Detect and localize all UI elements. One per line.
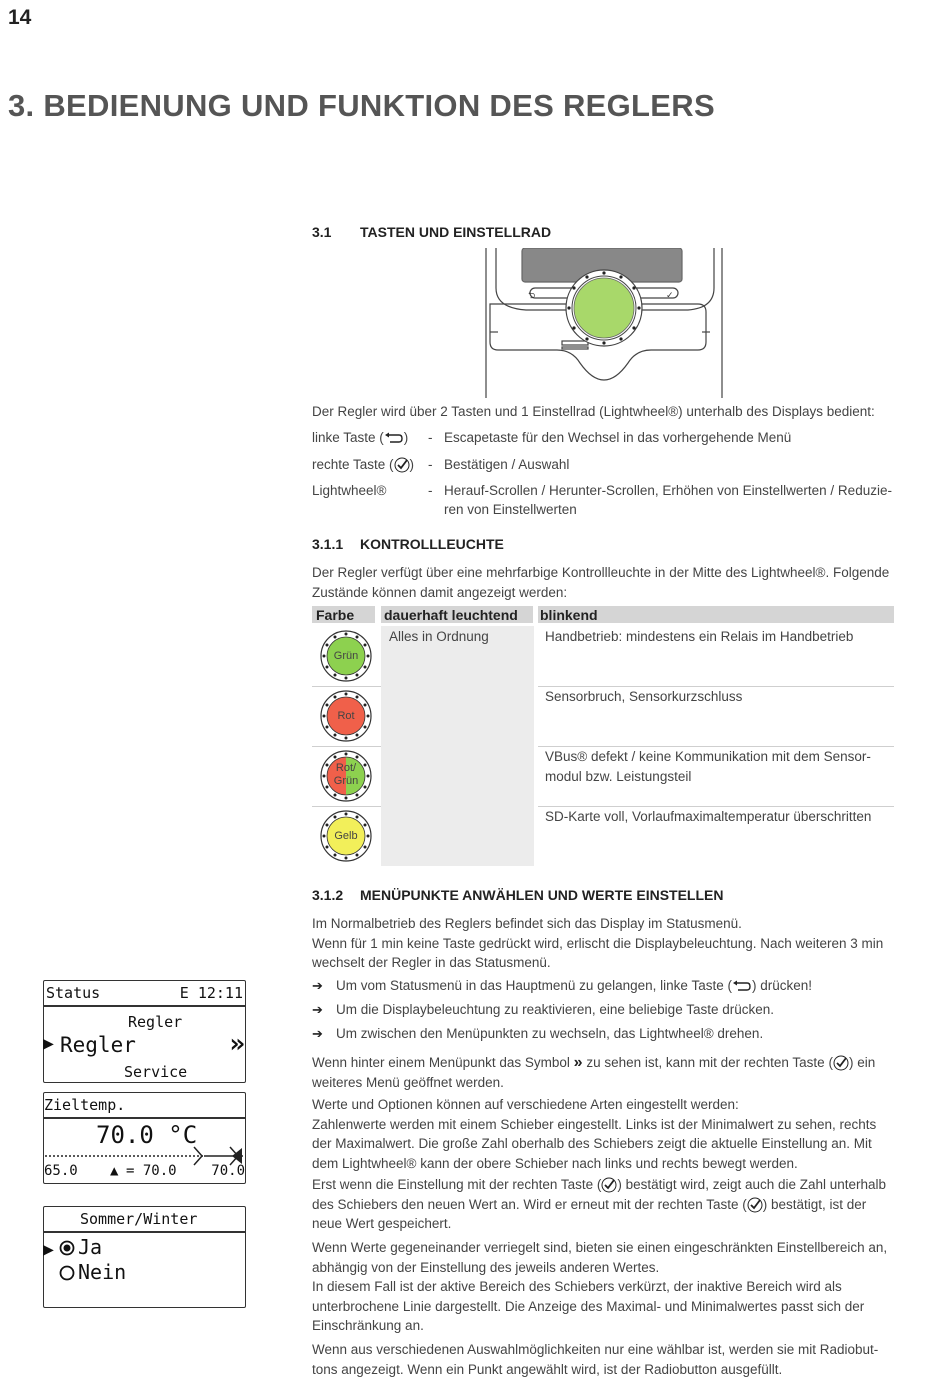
blink-green: Handbetrieb: mindestens ein Relais im Handbetrieb [545, 629, 854, 644]
svg-text:⮌: ⮌ [528, 291, 536, 301]
sec311-text: Der Regler verfügt über eine mehrfarbige Kontrollleuchte in der Mitte des Lightwheel®. Folgende Zustände können damit angezeigt werden: [312, 565, 890, 600]
checkmark-icon [601, 1177, 617, 1193]
checkmark-icon [747, 1197, 763, 1213]
lcd-menu-selected: Regler [60, 1033, 136, 1057]
list-item: ➔ Um zwischen den Menüpunkten zu wechseln, das Lightwheel® drehen. [312, 1024, 812, 1048]
lcd-min: 65.0 [44, 1163, 78, 1179]
table-header: Farbe dauerhaft leuchtend blinkend [312, 606, 894, 623]
lcd-slider-screen [43, 1092, 246, 1184]
led-label-red-green: Rot/ Grün [333, 762, 359, 787]
lcd-menu-above: Regler [128, 1013, 183, 1031]
bullet-list [312, 976, 812, 1048]
radio-selected-icon [59, 1240, 75, 1256]
double-chevron-icon: » [573, 1054, 583, 1071]
double-chevron-icon: » [229, 1029, 245, 1059]
lcd-title: Sommer/Winter [80, 1210, 198, 1228]
lcd-title: Status [46, 984, 101, 1002]
lcd-max: 70.0 [211, 1163, 245, 1179]
page-number: 14 [8, 6, 32, 29]
paragraph-6: Wenn aus verschiedenen Auswahlmöglichkeiten nur eine wählbar ist, werden sie mit Radiobut- tons angezeigt. Wenn ein Punkt angewählt wird, ist der Radiobutton ausgefüllt. [312, 1342, 879, 1377]
chapter-title: 3. BEDIENUNG UND FUNKTION DES REGLERS [8, 88, 715, 123]
paragraph-2: Wenn hinter einem Menüpunkt das Symbol » zu sehen ist, kann mit der rechten Taste ( ) ein weiteres Menü geöffnet werden. [312, 1054, 876, 1090]
back-arrow-icon [732, 980, 752, 992]
key-row-lightwheel: Lightwheel® - Herauf-Scrollen / Herunter-Scrollen, Erhöhen von Einstellwerten / Reduzie- ren von Einstellwerten [312, 483, 892, 517]
paragraph-5: Wenn Werte gegeneinander verriegelt sind, bieten sie einen eingeschränkten Einstellbereich an, abhängig von der Einstellung des jeweils anderen Wertes. In diesem Fall ist der aktive Bereich des Schiebers verkürzt, der inaktive Bereich wird als unterbrochene Linie dargestellt. Die Anzeige des Maximal- und Minimalwertes passt sich der Einschränkung an. [312, 1240, 888, 1333]
lcd-option-yes: Ja [78, 1235, 103, 1259]
lcd-title: Zieltemp. [44, 1096, 126, 1114]
lcd-time: E 12:11 [179, 984, 243, 1002]
arrow-right-icon: ➔ [312, 978, 323, 993]
arrow-right-icon: ➔ [312, 1026, 323, 1041]
led-label-green: Grün [333, 650, 359, 662]
back-arrow-icon [384, 432, 404, 444]
lcd-option-no: Nein [78, 1260, 127, 1284]
list-item: ➔ Um vom Statusmenü in das Hauptmenü zu gelangen, linke Taste ( ) drücken! [312, 976, 812, 1000]
intro-text: Der Regler wird über 2 Tasten und 1 Einstellrad (Lightwheel®) unterhalb des Displays bedient: [312, 404, 875, 419]
lcd-cursor: ▶ [43, 1239, 54, 1260]
controller-illustration [476, 248, 738, 400]
lcd-cursor: ▶ [43, 1033, 54, 1054]
lcd-current: = 70.0 [126, 1163, 177, 1179]
section-3-1-2-heading: 3.1.2 MENÜPUNKTE ANWÄHLEN UND WERTE EINSTELLEN [312, 887, 724, 903]
radio-empty-icon [59, 1265, 75, 1281]
triangle-up-icon: ▲ [110, 1163, 119, 1179]
key-row-left: linke Taste ( ) - Escapetaste für den Wechsel in das vorhergehende Menü [312, 430, 792, 445]
arrow-right-icon: ➔ [312, 1002, 323, 1017]
blink-red-green: VBus® defekt / keine Kommunikation mit dem Sensor- modul bzw. Leistungsteil [545, 749, 871, 784]
checkmark-icon [833, 1055, 849, 1071]
section-3-1-heading: 3.1 TASTEN UND EINSTELLRAD [312, 224, 552, 240]
paragraph-3: Werte und Optionen können auf verschiedene Arten eingestellt werden: Zahlenwerte werden mit einem Schieber eingestellt. Links ist der Minimalwert zu sehen, rechts der Maximalwert. Die große Zahl oberhalb des Schiebers zeigt die aktuelle Einstellung an. Mit dem Lightwheel® kann der obere Schieber nach links und rechts bewegt werden. [312, 1097, 877, 1171]
key-row-right: rechte Taste ( ) - Bestätigen / Auswahl [312, 457, 570, 472]
blink-red: Sensorbruch, Sensorkurzschluss [545, 689, 743, 704]
blink-yellow: SD-Karte voll, Vorlaufmaximaltemperatur überschritten [545, 809, 872, 824]
led-label-red: Rot [337, 710, 355, 722]
lcd-menu-below: Service [124, 1063, 188, 1081]
lcd-status-screen [43, 980, 246, 1083]
paragraph-4: Erst wenn die Einstellung mit der rechten Taste ( ) bestätigt wird, zeigt auch die Zahl unterhalb des Schiebers den neuen Wert an. Wird er erneut mit der rechten Taste ( ) bestätigt, ist der neue Wert gespeichert. [312, 1177, 887, 1231]
steady-green: Alles in Ordnung [389, 629, 489, 644]
section-3-1-1-heading: 3.1.1 KONTROLLLEUCHTE [312, 536, 504, 552]
list-item: ➔ Um die Displaybeleuchtung zu reaktivieren, eine beliebige Taste drücken. [312, 1000, 812, 1024]
lcd-big-value: 70.0 °C [96, 1121, 198, 1149]
led-label-yellow: Gelb [334, 830, 358, 842]
lcd-radio-screen [43, 1206, 246, 1308]
paragraph-1: Im Normalbetrieb des Reglers befindet sich das Display im Statusmenü. Wenn für 1 min keine Taste gedrückt wird, erlischt die Displaybeleuchtung. Nach weiteren 3 min wechselt der Regler in das Statusmenü. [312, 916, 884, 970]
svg-text:✓: ✓ [666, 291, 674, 301]
checkmark-icon [394, 457, 410, 473]
